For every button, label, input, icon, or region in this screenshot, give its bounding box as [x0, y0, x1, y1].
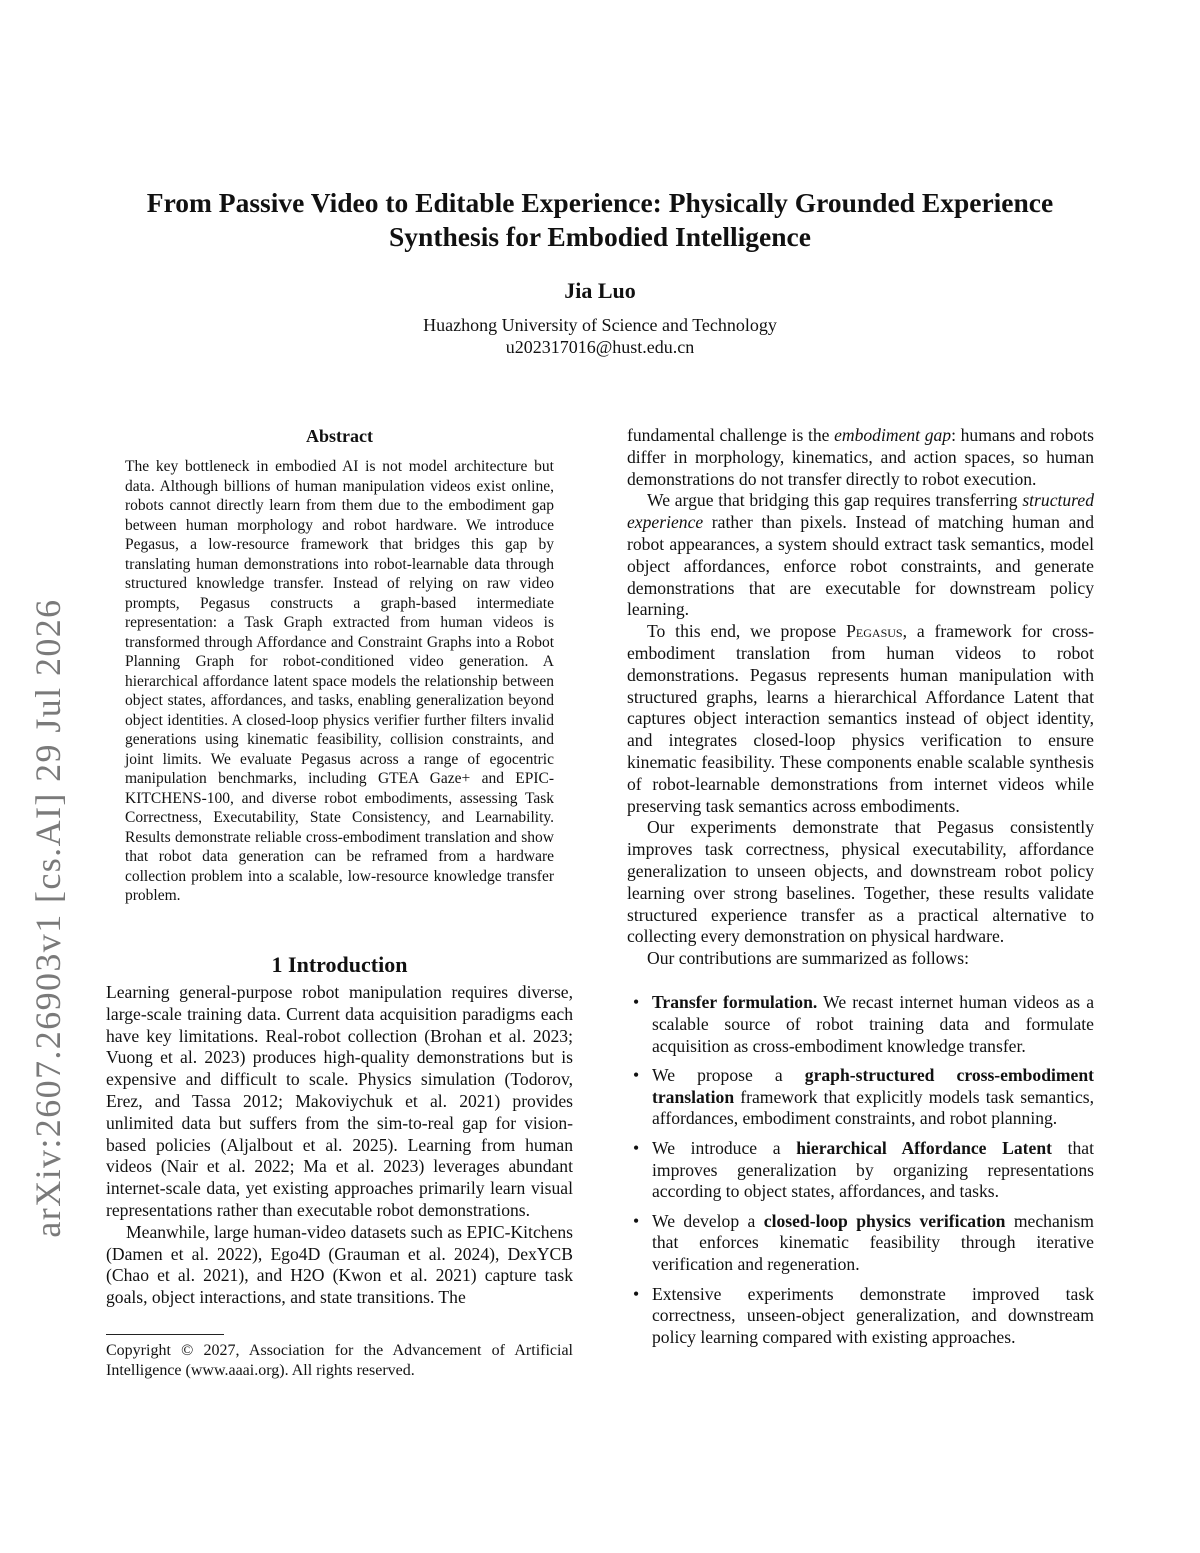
intro-paragraph-7: Our contributions are summarized as follows: [647, 948, 969, 969]
right-column-body [627, 425, 1094, 970]
list-item [627, 1211, 1094, 1276]
intro-paragraph-6: Our experiments demonstrate that Pegasus consistently improves task correctness, physical executability, affordance generalization to unseen objects, and downstream robot policy learning over strong baselines. Together, these results validate structured experience transfer as a practical alternative to collecting every demonstration on physical hardware. [627, 817, 1094, 947]
bold-run: hierarchical Affordance Latent [796, 1137, 1052, 1158]
title-line-1: From Passive Video to Editable Experience: Physically Grounded Experience [146, 187, 1054, 218]
copyright-footnote: Copyright © 2027, Association for the Advancement of Artificial Intelligence (www.aaai.org). All rights reserved. [106, 1342, 573, 1379]
list-item [627, 992, 1094, 1057]
affiliation: Huazhong University of Science and Technology [423, 315, 777, 335]
text-run: To this end, we propose [647, 621, 847, 642]
left-column-body [106, 982, 573, 1309]
intro-paragraph-5 [627, 621, 1094, 817]
paper-title [120, 186, 1080, 254]
bold-run: Transfer formulation. [652, 992, 818, 1012]
footnote-divider [106, 1334, 224, 1335]
text-run: We propose a [652, 1064, 805, 1085]
list-item [627, 1138, 1094, 1203]
intro-paragraph-1: Learning general-purpose robot manipulation requires diverse, large-scale training data. Current data acquisition paradigms each have key limitations. Real-robot collection (Brohan et al. 2023; Vuong et al. 2023) produces high-quality demonstrations but is expensive and difficult to scale. Physics simulation (Todorov, Erez, and Tassa 2012; Makoviychuk et al. 2021) provides unlimited data but suffers from the sim-to-real gap for vision-based policies (Aljalbout et al. 2025). Learning from human videos (Nair et al. 2022; Ma et al. 2023) leverages abundant internet-scale data, yet existing approaches primarily learn visual representations rather than executable robot demonstrations. [106, 982, 573, 1220]
list-item [627, 1284, 1094, 1349]
bold-run: graph-structured cross-embodiment translation [652, 1064, 1094, 1107]
text-run: , a framework for cross-embodiment translation from human videos to robot demonstrations. Pegasus represents human manipulation with structured graphs, learns a hierarchical Affordance Latent that captures object interaction semantics instead of object identity, and integrates closed-loop physics verification to ensure kinematic feasibility. These components enable scalable synthesis of robot-learnable demonstrations from internet videos while preserving task semantics across embodiments. [627, 621, 1095, 816]
arxiv-identifier: arXiv:2607.26903v1 [cs.AI] 29 Jul 2026 [28, 597, 68, 1238]
arxiv-sidebar-stamp [18, 585, 78, 1250]
emphasis-structured-experience: structured experience [627, 490, 1094, 533]
section-heading-introduction: 1 Introduction [271, 952, 408, 977]
author-affiliation-block [0, 314, 1200, 358]
bold-run: closed-loop physics verification [763, 1210, 1006, 1231]
intro-paragraph-3 [627, 425, 1094, 490]
title-line-2: Synthesis for Embodied Intelligence [389, 221, 811, 252]
list-item [627, 1065, 1094, 1130]
text-run: framework that explicitly models task semantics, affordances, embodiment constraints, and robot planning. [652, 1086, 1094, 1129]
text-run: fundamental challenge is the [627, 425, 835, 445]
text-run: We develop a [652, 1210, 764, 1231]
framework-name-smallcaps: Pegasus [846, 621, 903, 642]
text-run: rather than pixels. Instead of matching human and robot appearances, a system should extract task semantics, model object affordances, enforce robot constraints, and generate demonstrations that are executable for downstream policy learning. [627, 512, 1094, 620]
abstract-text: The key bottleneck in embodied AI is not model architecture but data. Although billions of human manipulation videos exist online, robots cannot directly learn from them due to the embodiment gap between human morphology and robot hardware. We introduce Pegasus, a low-resource framework that bridges this gap by translating human demonstrations into robot-learnable data through structured knowledge transfer. Instead of relying on raw video prompts, Pegasus constructs a graph-based intermediate representation: a Task Graph extracted from human videos is transformed through Affordance and Constraint Graphs into a Robot Planning Graph for robot-conditioned video generation. A hierarchical affordance latent space models the relationship between object states, affordances, and tasks, enabling generalization beyond object identities. A closed-loop physics verifier further filters invalid generations using kinematic feasibility, collision constraints, and joint limits. We evaluate Pegasus across a range of egocentric manipulation benchmarks, including GTEA Gaze+ and EPIC-KITCHENS-100, and diverse robot embodiments, assessing Task Correctness, Executability, State Consistency, and Learnability. Results demonstrate reliable cross-embodiment translation and show that robot data generation can be reframed from a hardware collection problem into a scalable, low-resource knowledge transfer problem. [125, 458, 554, 904]
author-email: u202317016@hust.edu.cn [505, 337, 695, 357]
text-run: We recast internet human videos as a scalable source of robot training data and formulate acquisition as cross-embodiment knowledge transfer. [652, 992, 1095, 1056]
text-run: We argue that bridging this gap requires transferring [647, 490, 1023, 511]
text-run: Extensive experiments demonstrate improved task correctness, unseen-object generalization, and downstream policy learning compared with existing approaches. [652, 1283, 1094, 1348]
text-run: : humans and robots differ in morphology, kinematics, and action spaces, so human demonstrations do not transfer directly to robot execution. [627, 425, 1094, 489]
text-run: that improves generalization by organizing representations according to object states, affordances, and tasks. [652, 1137, 1095, 1202]
emphasis-embodiment-gap: embodiment gap [834, 425, 952, 445]
abstract-heading: Abstract [306, 426, 373, 446]
text-run: mechanism that enforces kinematic feasibility through iterative verification and regeneration. [652, 1210, 1094, 1275]
text-run: We introduce a [652, 1137, 797, 1158]
contributions-list [627, 992, 1094, 1356]
intro-paragraph-2: Meanwhile, large human-video datasets such as EPIC-Kitchens (Damen et al. 2022), Ego4D (Grauman et al. 2024), DexYCB (Chao et al. 2021), and H2O (Kwon et al. 2021) capture task goals, object interactions, and state transitions. The [106, 1221, 573, 1308]
intro-paragraph-4 [627, 490, 1094, 621]
author-name: Jia Luo [564, 278, 636, 303]
